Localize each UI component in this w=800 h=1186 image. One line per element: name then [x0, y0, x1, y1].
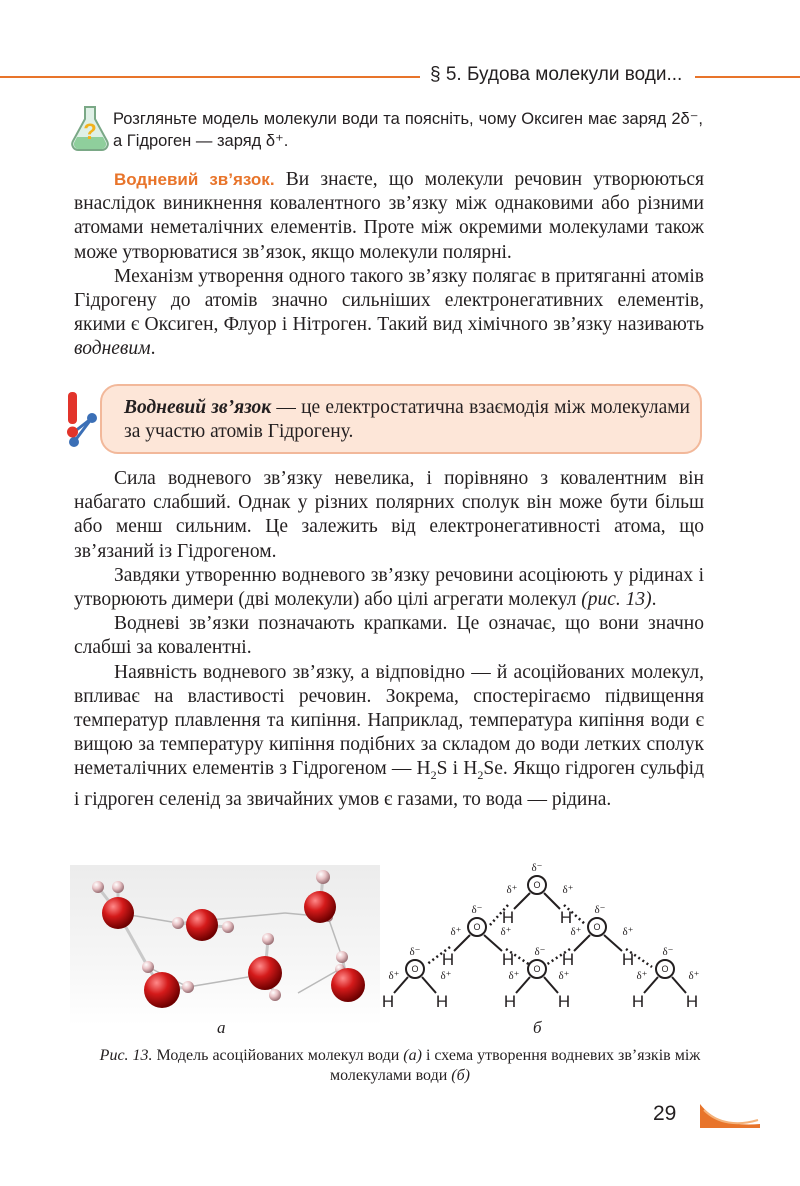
question-text: Розгляньте модель молекули води та поясніть, чому Оксиген має заряд 2δ⁻, а Гідроген — заряд δ⁺. [113, 110, 703, 150]
water-molecules-3d-image [70, 865, 380, 1025]
text-block-1 [74, 168, 704, 362]
delta-plus-label: δ⁺ [562, 884, 574, 896]
paragraph-text: . [651, 589, 657, 611]
delta-plus-label: δ⁺ [688, 970, 700, 982]
atom-h: H [557, 992, 571, 1011]
paragraph-strength: Сила водневого зв’язку невелика, і порівняно з ковалентним він набагато слабший. Однак у різних полярних сполук він може бути більш або менш сильним. Це залежить від електронегативності атома, що зв’язаний із Гідрогеном. [74, 468, 704, 562]
delta-plus-label: δ⁺ [388, 970, 400, 982]
delta-plus-label: δ⁺ [506, 884, 518, 896]
atom-h: H [381, 992, 395, 1011]
delta-plus-label: δ⁺ [558, 970, 570, 982]
caption-text: і схема утворення водневих зв’язків між молекулами води [329, 1047, 701, 1084]
figure-hydrogen-bond-scheme [378, 855, 718, 1020]
delta-plus-label: δ⁺ [636, 970, 648, 982]
formula-h2se: $H_2Se$ [463, 758, 503, 783]
atom-o: O [411, 964, 419, 974]
paragraph-notation: Водневі зв’язки позначають крапками. Це означає, що вони значно слабші за ковалентні. [74, 613, 704, 659]
paragraph-text: Ви знаєте, що молекули речовин утворюються внаслідок виникнення ковалентного зв’язку між однаковими або різними атомами неметалічних елементів. Проте між окремими молекулами також може утворюватися зв’язок, якщо молекули полярні. [74, 169, 704, 263]
delta-minus-label: δ⁻ [471, 904, 483, 916]
atom-h: H [621, 950, 635, 969]
delta-plus-label: δ⁺ [570, 926, 582, 938]
paragraph-text: . [150, 338, 156, 360]
atom-h: H [503, 992, 517, 1011]
header-rule-left [0, 76, 420, 78]
paragraph-hydrogen-bond [74, 168, 704, 265]
atom-h: H [501, 950, 515, 969]
atom-h: H [501, 908, 515, 927]
atom-h: H [559, 908, 573, 927]
paragraph-mechanism [74, 265, 704, 362]
emphasis-text: водневим [74, 338, 151, 360]
section-title: § 5. Будова молекули води... [430, 64, 683, 85]
atom-h: H [435, 992, 449, 1011]
paragraph-text: . Якщо гідроген сульфід і гідроген селенід за звичайних умов є газами, то вода — рідина. [74, 758, 705, 810]
caption-text: Модель асоційованих молекул води [152, 1047, 404, 1064]
figure-label-b: б [533, 1018, 542, 1037]
formula-h2s: $H_2S$ [416, 758, 448, 783]
page-number: 29 [653, 1102, 677, 1125]
text-block-2 [74, 467, 704, 812]
atom-o: O [533, 880, 541, 890]
caption-text: (б) [451, 1067, 470, 1084]
atom-h: H [685, 992, 699, 1011]
term-hydrogen-bond: Водневий зв’язок. [114, 170, 275, 189]
paragraph-text: і [447, 758, 464, 780]
delta-plus-label: δ⁺ [440, 970, 452, 982]
paragraph-properties [74, 661, 704, 812]
delta-minus-label: δ⁻ [594, 904, 606, 916]
delta-minus-label: δ⁻ [662, 946, 674, 958]
delta-minus-label: δ⁻ [534, 946, 546, 958]
figure-reference: (рис. 13) [581, 589, 652, 611]
atom-o: O [661, 964, 669, 974]
page-corner-decoration [700, 1102, 760, 1128]
delta-minus-label: δ⁻ [409, 946, 421, 958]
delta-plus-label: δ⁺ [450, 926, 462, 938]
paragraph-association [74, 564, 704, 612]
caption-ref: Рис. 13. [99, 1047, 153, 1064]
header-rule-right [695, 76, 800, 78]
figure-caption [60, 1046, 740, 1086]
figure-3d-water-model [70, 865, 380, 1025]
paragraph-text: Наявність водневого зв’язку, а відповідно — й асоційованих молекул, впливає на властивості речовин. Зокрема, спостерігаємо підвищення температур плавлення та кипіння. Наприклад, температура кипіння води є вищою за температуру кипіння подібних за складом до води летких сполук неметалічних елементів з Гідрогеном — [74, 661, 704, 780]
atom-o: O [593, 922, 601, 932]
definition-body: — це електростатична взаємодія між молекулами за участю атомів Гідрогену. [124, 397, 690, 442]
definition-term: Водневий зв’язок [124, 397, 272, 418]
paragraph-text: Завдяки утворенню водневого зв’язку речовини асоціюють у рідинах і утворюють димери (дві молекули) або цілі агрегати молекул [74, 564, 704, 611]
flask-question-icon [70, 105, 110, 151]
atom-o: O [533, 964, 541, 974]
atom-h: H [561, 950, 575, 969]
delta-minus-label: δ⁻ [531, 862, 543, 874]
svg-text:?: ? [83, 119, 97, 144]
atom-h: H [631, 992, 645, 1011]
atom-h: H [441, 950, 455, 969]
paragraph-text: Механізм утворення одного такого зв’язку полягає в притяганні атомів Гідрогену до атомів значно сильніших електронегативних елементів, якими є Оксиген, Флуор і Нітроген. Такий вид хімічного зв’язку називають [74, 265, 704, 336]
delta-plus-label: δ⁺ [500, 926, 512, 938]
figure-label-a: а [217, 1018, 226, 1037]
caption-text: (а) [403, 1047, 422, 1064]
delta-plus-label: δ⁺ [508, 970, 520, 982]
definition-text [124, 396, 690, 444]
delta-plus-label: δ⁺ [622, 926, 634, 938]
atom-o: O [473, 922, 481, 932]
exclamation-molecule-icon [52, 388, 102, 448]
